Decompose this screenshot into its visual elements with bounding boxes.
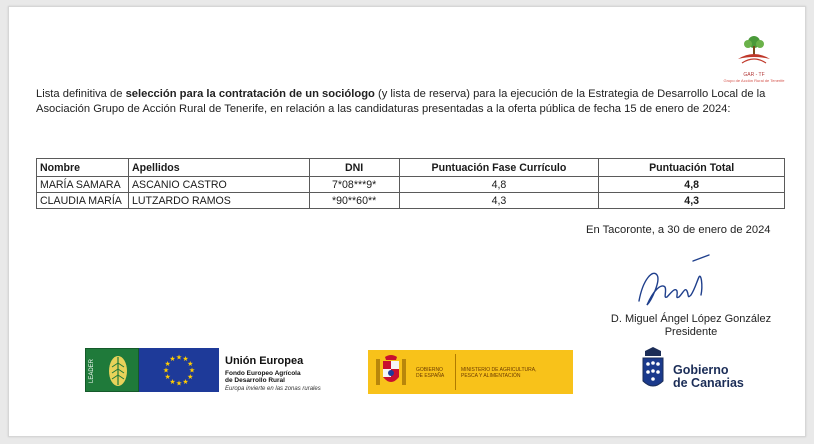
signature bbox=[631, 251, 715, 318]
place-date: En Tacoronte, a 30 de enero de 2024 bbox=[586, 224, 771, 236]
cell-apellidos: LUTZARDO RAMOS bbox=[128, 193, 309, 209]
table-row bbox=[37, 177, 785, 193]
eu-star-icon: ★ bbox=[188, 367, 196, 375]
leaf-icon bbox=[86, 349, 140, 393]
ministry-label bbox=[461, 367, 536, 379]
eu-star-icon: ★ bbox=[162, 367, 170, 375]
signer-role: Presidente bbox=[664, 326, 718, 338]
intro-text-start: Lista definitiva de bbox=[36, 88, 126, 100]
canarias-line-2: de Canarias bbox=[673, 376, 744, 390]
eu-stars-icon bbox=[139, 348, 219, 392]
eu-star-icon: ★ bbox=[175, 380, 183, 388]
eu-star-icon: ★ bbox=[164, 374, 171, 381]
leader-logo bbox=[85, 348, 139, 392]
eu-star-icon: ★ bbox=[187, 374, 194, 381]
intro-text-bold: selección para la contratación de un sociólogo bbox=[125, 88, 375, 100]
gar-name: GAR - TF bbox=[743, 72, 765, 78]
eu-star-icon: ★ bbox=[169, 378, 176, 386]
cell-puntuacion-total: 4,8 bbox=[599, 177, 785, 193]
header-dni: DNI bbox=[309, 159, 399, 177]
leader-text: LEADER bbox=[89, 358, 95, 383]
header-puntuacion-curriculo: Puntuación Fase Currículo bbox=[399, 159, 599, 177]
table-header-row bbox=[37, 159, 785, 177]
eu-star-icon: ★ bbox=[187, 361, 194, 368]
spain-ministry-logo bbox=[368, 350, 573, 394]
cell-puntuacion-curriculo: 4,3 bbox=[399, 193, 599, 209]
header-nombre: Nombre bbox=[37, 159, 129, 177]
cell-puntuacion-curriculo: 4,8 bbox=[399, 177, 599, 193]
spain-government-label bbox=[416, 367, 444, 379]
cell-dni: *90**60** bbox=[309, 193, 399, 209]
cell-nombre: MARÍA SAMARA bbox=[37, 177, 129, 193]
signer-name: D. Miguel Ángel López González bbox=[610, 313, 772, 325]
header-puntuacion-total: Puntuación Total bbox=[599, 159, 785, 177]
cell-nombre: CLAUDIA MARÍA bbox=[37, 193, 129, 209]
divider bbox=[455, 354, 456, 390]
eu-star-icon: ★ bbox=[169, 356, 176, 364]
cell-puntuacion-total: 4,3 bbox=[599, 193, 785, 209]
canarias-line-1: Gobierno bbox=[673, 363, 729, 377]
cell-dni: 7*08***9* bbox=[309, 177, 399, 193]
signer-block bbox=[591, 313, 791, 339]
cell-apellidos: ASCANIO CASTRO bbox=[128, 177, 309, 193]
canarias-label bbox=[673, 364, 744, 390]
ministry-line-2: PESCA Y ALIMENTACIÓN bbox=[461, 373, 521, 379]
eu-motto: Europa invierte en las zonas rurales bbox=[225, 386, 321, 392]
intro-text-end: (y lista de reserva) para la ejecución de la Estrategia de Desarrollo Local de la Asociación Grupo de Acción Rural de Tenerife, en relación a las candidaturas presentadas a la oferta pública de fecha 15 de enero de 2024: bbox=[36, 88, 766, 115]
document-page bbox=[8, 6, 806, 437]
eu-fund bbox=[225, 370, 301, 384]
canarias-coat-of-arms-icon bbox=[637, 347, 669, 395]
signature-mark bbox=[631, 251, 715, 313]
intro-paragraph bbox=[36, 87, 796, 117]
table-row bbox=[37, 193, 785, 209]
eu-star-icon: ★ bbox=[182, 356, 189, 364]
ministry-line-1: MINISTERIO DE AGRICULTURA, bbox=[461, 367, 537, 373]
spain-gob-line-2: DE ESPAÑA bbox=[416, 373, 445, 379]
eu-flag bbox=[139, 348, 219, 392]
tree-icon bbox=[734, 33, 774, 67]
eu-fund-line-2: de Desarrollo Rural bbox=[225, 377, 285, 384]
eu-title: Unión Europea bbox=[225, 355, 304, 367]
eu-star-icon: ★ bbox=[164, 361, 171, 368]
spain-coat-of-arms-icon bbox=[372, 353, 410, 391]
eu-fund-line-1: Fondo Europeo Agrícola bbox=[225, 370, 301, 377]
eu-star-icon: ★ bbox=[182, 378, 189, 386]
results-table bbox=[36, 158, 785, 209]
eu-star-icon: ★ bbox=[175, 354, 183, 362]
spain-gob-line-1: GOBIERNO bbox=[416, 367, 443, 373]
gar-logo bbox=[709, 33, 799, 83]
header-apellidos: Apellidos bbox=[128, 159, 309, 177]
gar-subtitle: Grupo de Acción Rural de Tenerife bbox=[723, 78, 785, 83]
